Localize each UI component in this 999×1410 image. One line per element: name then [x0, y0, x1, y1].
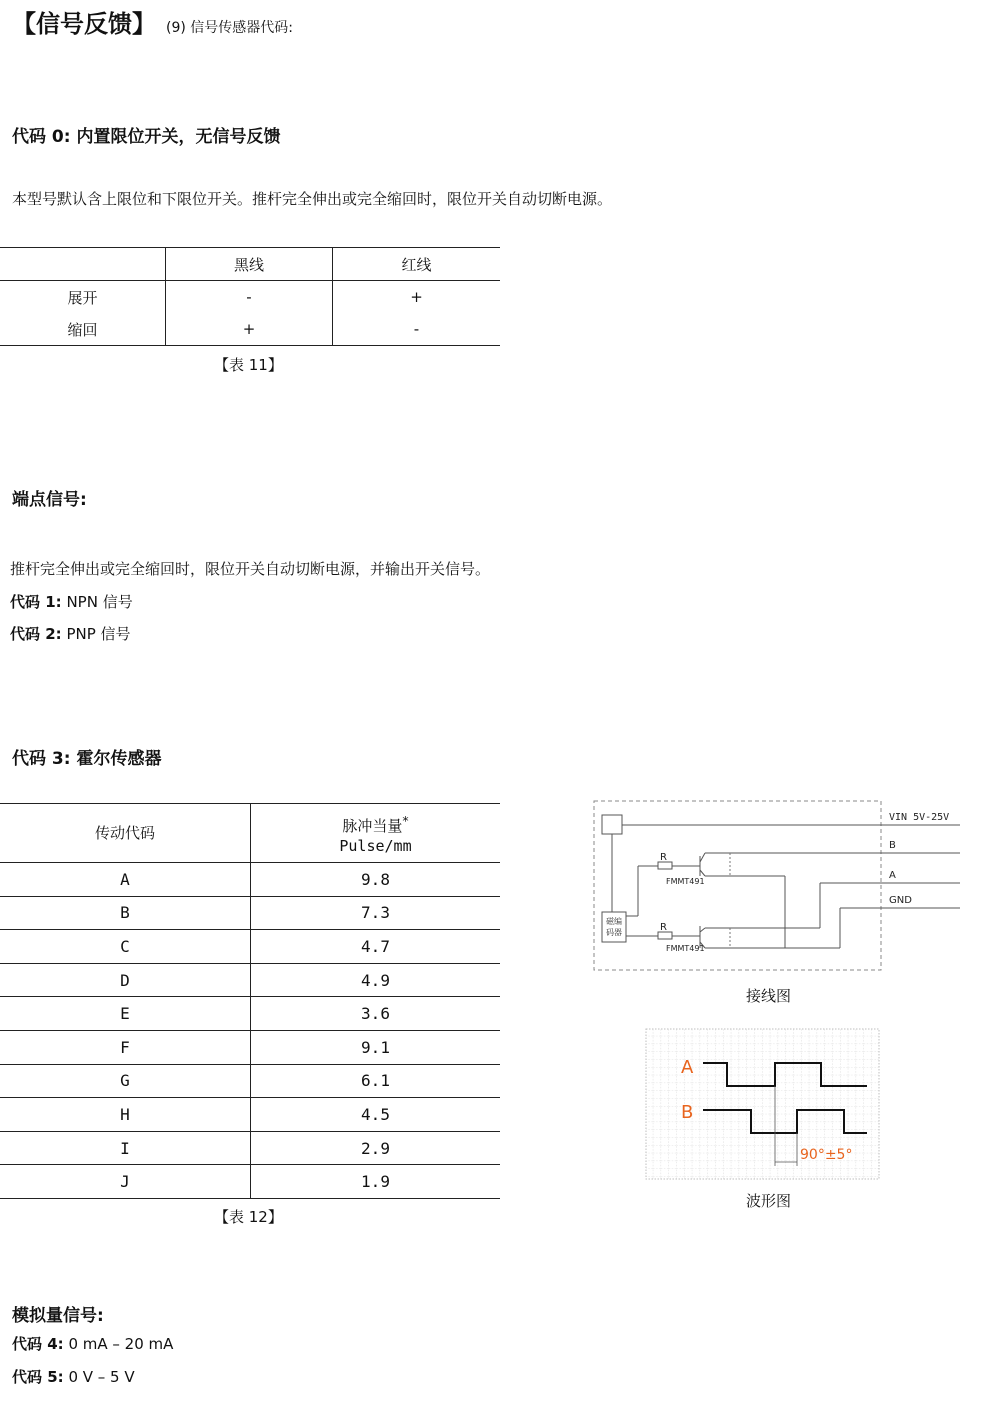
- t2-collector: [700, 928, 705, 932]
- code0-description: 本型号默认含上限位和下限位开关。推杆完全伸出或完全缩回时，限位开关自动切断电源。: [12, 190, 613, 208]
- code2-line: [10, 623, 131, 644]
- table-cell: H: [0, 1098, 251, 1132]
- table-11-caption: 【表 11】: [214, 356, 283, 374]
- table-cell: +: [410, 288, 423, 306]
- pulse-header-line2: Pulse/mm: [339, 836, 412, 855]
- code4-value: 0 mA – 20 mA: [63, 1335, 174, 1353]
- table-12: [0, 803, 500, 1199]
- encoder-label-1: 磁编: [606, 917, 622, 926]
- wiring-diagram: [590, 798, 970, 976]
- table-cell: D: [0, 963, 251, 997]
- table-cell: 1.9: [251, 1165, 501, 1199]
- code1-value: NPN 信号: [61, 593, 133, 611]
- code5-label: 代码 5:: [12, 1368, 64, 1386]
- table-row: [0, 1030, 500, 1064]
- table-row: [0, 1098, 500, 1132]
- table-row: [0, 1131, 500, 1165]
- table-cell: 缩回: [0, 313, 166, 346]
- pulse-header-star: *: [402, 812, 409, 828]
- table-header-pulse: [251, 804, 501, 863]
- table-cell: E: [0, 997, 251, 1031]
- endpoint-description: 推杆完全伸出或完全缩回时，限位开关自动切断电源，并输出开关信号。: [10, 560, 491, 578]
- code4-label: 代码 4:: [12, 1335, 64, 1353]
- code2-label: 代码 2:: [10, 625, 62, 643]
- table-cell: B: [0, 896, 251, 930]
- wiring-caption: 接线图: [746, 987, 792, 1005]
- r1-label: R: [660, 852, 667, 863]
- table-header-cell: 红线: [333, 248, 501, 281]
- table-header-row: [0, 248, 500, 281]
- table-row: [0, 1064, 500, 1098]
- table-11: [0, 247, 500, 346]
- t1-collector: [700, 853, 705, 862]
- waveform-caption: 波形图: [746, 1192, 792, 1210]
- table-cell: 展开: [0, 281, 166, 314]
- table-row: [0, 863, 500, 897]
- code0-heading: 代码 0: 内置限位开关，无信号反馈: [12, 127, 281, 147]
- table-cell: G: [0, 1064, 251, 1098]
- table-cell: 3.6: [251, 997, 501, 1031]
- code1-label: 代码 1:: [10, 593, 62, 611]
- table-cell: -: [166, 281, 333, 314]
- sensor-box: [602, 815, 622, 834]
- table-cell: F: [0, 1030, 251, 1064]
- table-row: [0, 896, 500, 930]
- table-cell: 4.9: [251, 963, 501, 997]
- table-row: [0, 930, 500, 964]
- table-cell: -: [413, 320, 420, 338]
- page-title: [12, 4, 293, 39]
- page-subtitle: (9) 信号传感器代码:: [166, 20, 293, 36]
- table-header-cell: [0, 248, 166, 281]
- code3-heading: 代码 3: 霍尔传感器: [12, 749, 162, 769]
- encoder-label-2: 码器: [606, 928, 622, 937]
- code2-value: PNP 信号: [61, 625, 131, 643]
- table-cell: J: [0, 1165, 251, 1199]
- endpoint-heading: 端点信号:: [12, 490, 87, 510]
- table-cell: 4.5: [251, 1098, 501, 1132]
- a-label: A: [889, 870, 896, 881]
- analog-heading: 模拟量信号:: [12, 1306, 104, 1326]
- table-header-row: [0, 804, 500, 863]
- table-cell: C: [0, 930, 251, 964]
- wave-label-a: A: [681, 1057, 694, 1078]
- table-cell: +: [166, 313, 333, 346]
- table-row: [0, 997, 500, 1031]
- table-header-drive-code: 传动代码: [0, 804, 251, 863]
- code5-value: 0 V – 5 V: [63, 1368, 135, 1386]
- table-row: [0, 313, 500, 346]
- t1-emitter: [700, 870, 705, 876]
- table-cell: A: [0, 863, 251, 897]
- table-cell: 9.8: [251, 863, 501, 897]
- vin-label: VIN 5V-25V: [889, 812, 950, 823]
- table-cell: I: [0, 1131, 251, 1165]
- r2-label: R: [660, 922, 667, 933]
- code1-line: [10, 591, 133, 612]
- table-cell: 6.1: [251, 1064, 501, 1098]
- b-label: B: [889, 840, 896, 851]
- table-cell: 7.3: [251, 896, 501, 930]
- page-title-text: 【信号反馈】: [12, 10, 156, 38]
- table-row: [0, 963, 500, 997]
- code4-line: [12, 1333, 173, 1354]
- phase-label: 90°±5°: [800, 1147, 853, 1163]
- pulse-header-line1: 脉冲当量: [342, 816, 403, 835]
- table-cell: 4.7: [251, 930, 501, 964]
- table-header-cell: 黑线: [166, 248, 333, 281]
- t2-label: FMMT491: [666, 944, 705, 953]
- wiring-frame: [594, 801, 881, 970]
- table-cell: 2.9: [251, 1131, 501, 1165]
- resistor-2: [658, 932, 672, 939]
- t1-label: FMMT491: [666, 877, 705, 886]
- table-row: [0, 1165, 500, 1199]
- table-12-caption: 【表 12】: [214, 1208, 283, 1226]
- wave-label-b: B: [681, 1102, 694, 1123]
- table-cell: 9.1: [251, 1030, 501, 1064]
- waveform-diagram: [645, 1028, 881, 1180]
- resistor-1: [658, 862, 672, 869]
- gnd-label: GND: [889, 895, 912, 906]
- table-row: [0, 281, 500, 314]
- code5-line: [12, 1366, 135, 1387]
